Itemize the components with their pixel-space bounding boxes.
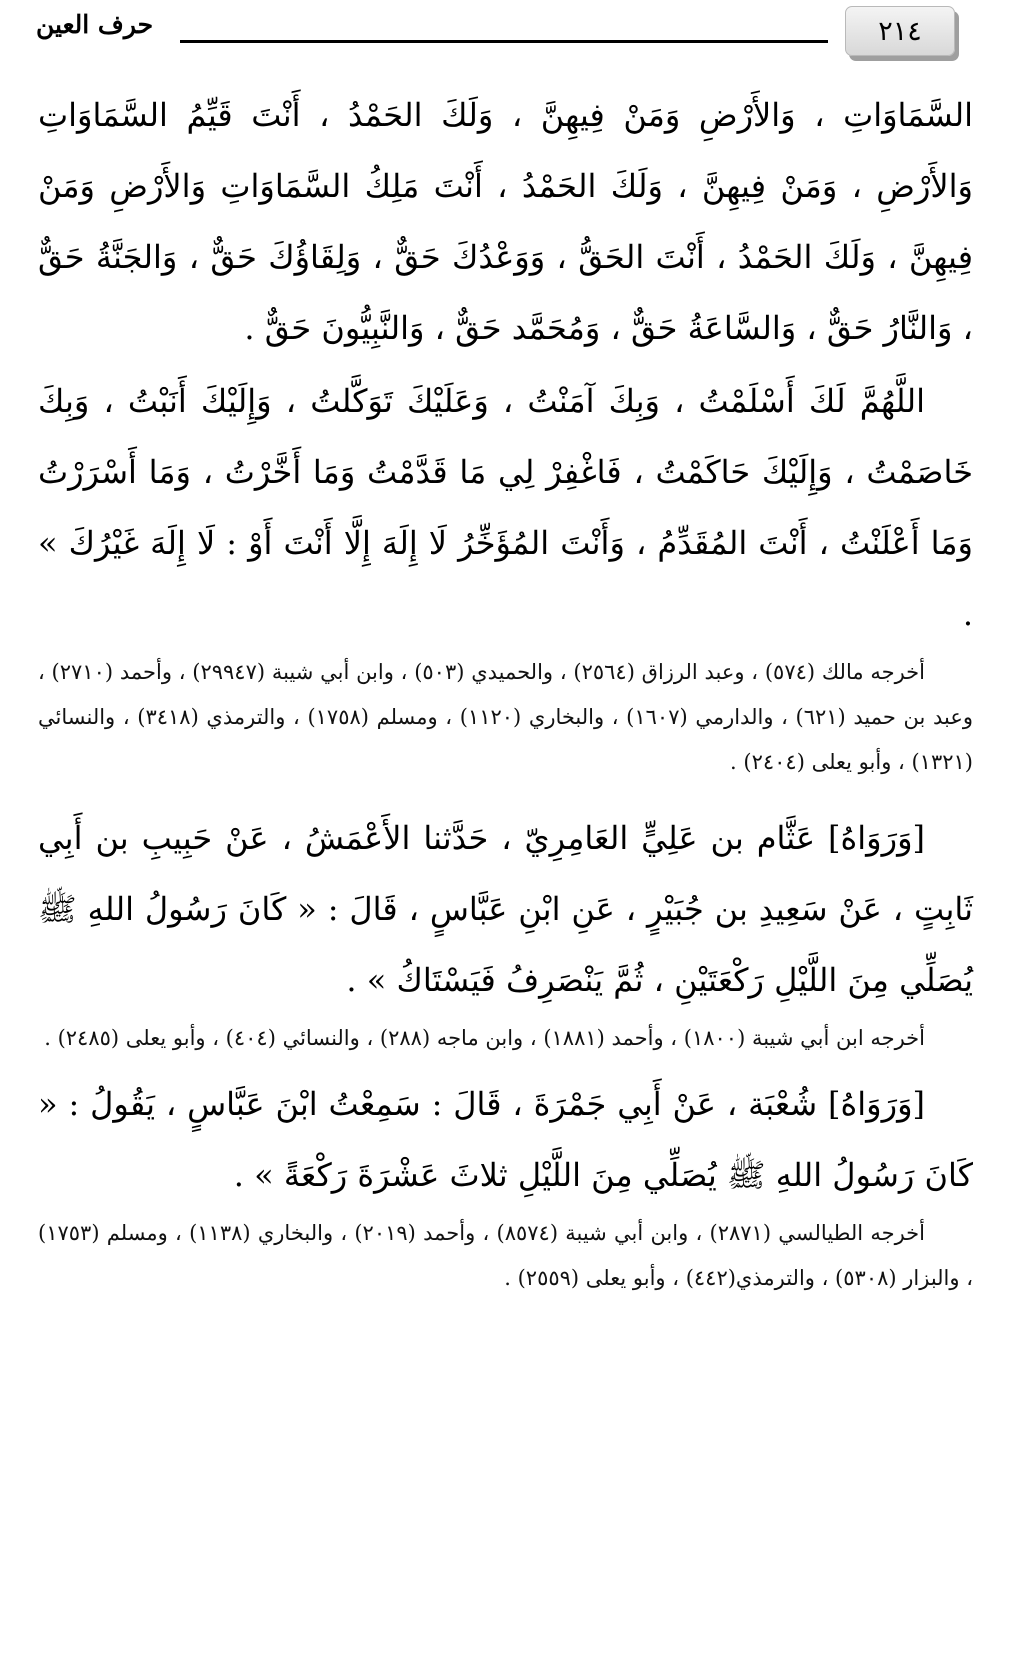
chapter-title: حرف العين — [36, 10, 154, 39]
header-rule — [180, 40, 828, 43]
hadith-text-dua: اللَّهُمَّ لَكَ أَسْلَمْتُ ، وَبِكَ آمَنْتُ ، وَعَلَيْكَ تَوَكَّلتُ ، وَإِلَيْكَ أَنَبْتُ ، وَبِكَ خَاصَمْتُ ، وَإِلَيْكَ حَاكَمْتُ ، فَاغْفِرْ لِي مَا قَدَّمْتُ وَمَا أَخَّرْتُ ، وَمَا أَسْرَرْتُ وَمَا أَعْلَنْتُ ، أَنْتَ المُقَدِّمُ ، وَأَنْتَ المُؤَخِّرُ لَا إِلَهَ إِلَّا أَنْتَ أَوْ : لَا إِلَهَ غَيْرُكَ » . — [38, 382, 973, 633]
takhrij-note-2: أخرجه ابن أبي شيبة (١٨٠٠) ، وأحمد (١٨٨١) ، وابن ماجه (٢٨٨) ، والنسائي (٤٠٤) ، وأبو يعلى (٢٤٨٥) . — [44, 1026, 925, 1050]
riwaya-shuba: [وَرَوَاهُ] شُعْبَة ، عَنْ أَبِي جَمْرَةَ ، قَالَ : سَمِعْتُ ابْنَ عَبَّاسٍ ، يَقُولُ : « كَانَ رَسُولُ اللهِ ﷺ يُصَلِّي مِنَ اللَّيْلِ ثلاثَ عَشْرَةَ رَكْعَةً » . — [38, 1085, 973, 1194]
takhrij-note-1: أخرجه مالك (٥٧٤) ، وعبد الرزاق (٢٥٦٤) ، والحميدي (٥٠٣) ، وابن أبي شيبة (٢٩٩٤٧) ، وأحمد (٢٧١٠) ، وعبد بن حميد (٦٢١) ، والدارمي (١٦٠٧) ، والبخاري (١١٢٠) ، ومسلم (١٧٥٨) ، والترمذي (٣٤١٨) ، والنسائي (١٣٢١) ، وأبو يعلى (٢٤٠٤) . — [38, 660, 973, 774]
riwaya-aththam: [وَرَوَاهُ] عَثَّام بن عَلِيٍّ العَامِرِيّ ، حَدَّثنا الأَعْمَشُ ، عَنْ حَبِيبِ بن أَبِي ثَابِتٍ ، عَنْ سَعِيدِ بن جُبَيْرٍ ، عَنِ ابْنِ عَبَّاسٍ ، قَالَ : « كَانَ رَسُولُ اللهِ ﷺ يُصَلِّي مِنَ اللَّيْلِ رَكْعَتَيْنِ ، ثُمَّ يَنْصَرِفُ فَيَسْتَاكُ » . — [38, 819, 973, 999]
hadith-text-continuation: السَّمَاوَاتِ ، وَالأَرْضِ وَمَنْ فِيهِنَّ ، وَلَكَ الحَمْدُ ، أَنْتَ قَيِّمُ السَّمَاوَاتِ وَالأَرْضِ ، وَمَنْ فِيهِنَّ ، وَلَكَ الحَمْدُ ، أَنْتَ مَلِكُ السَّمَاوَاتِ وَالأَرْضِ وَمَنْ فِيهِنَّ ، وَلَكَ الحَمْدُ ، أَنْتَ الحَقُّ ، وَوَعْدُكَ حَقٌّ ، وَلِقَاؤُكَ حَقٌّ ، وَالجَنَّةُ حَقٌّ ، وَالنَّارُ حَقٌّ ، وَالسَّاعَةُ حَقٌّ ، وَمُحَمَّد حَقٌّ ، وَالنَّبِيُّونَ حَقٌّ . — [38, 96, 973, 347]
page-number-tab — [845, 6, 955, 56]
takhrij-note-3: أخرجه الطيالسي (٢٨٧١) ، وابن أبي شيبة (٨٥٧٤) ، وأحمد (٢٠١٩) ، والبخاري (١١٣٨) ، ومسلم (١٧٥٣) ، والبزار (٥٣٠٨) ، والترمذي(٤٤٢) ، وأبو يعلى (٢٥٥٩) . — [38, 1221, 973, 1290]
page-number: ٢١٤ — [878, 15, 922, 47]
page-body — [38, 80, 973, 1309]
page-header — [0, 0, 1010, 70]
